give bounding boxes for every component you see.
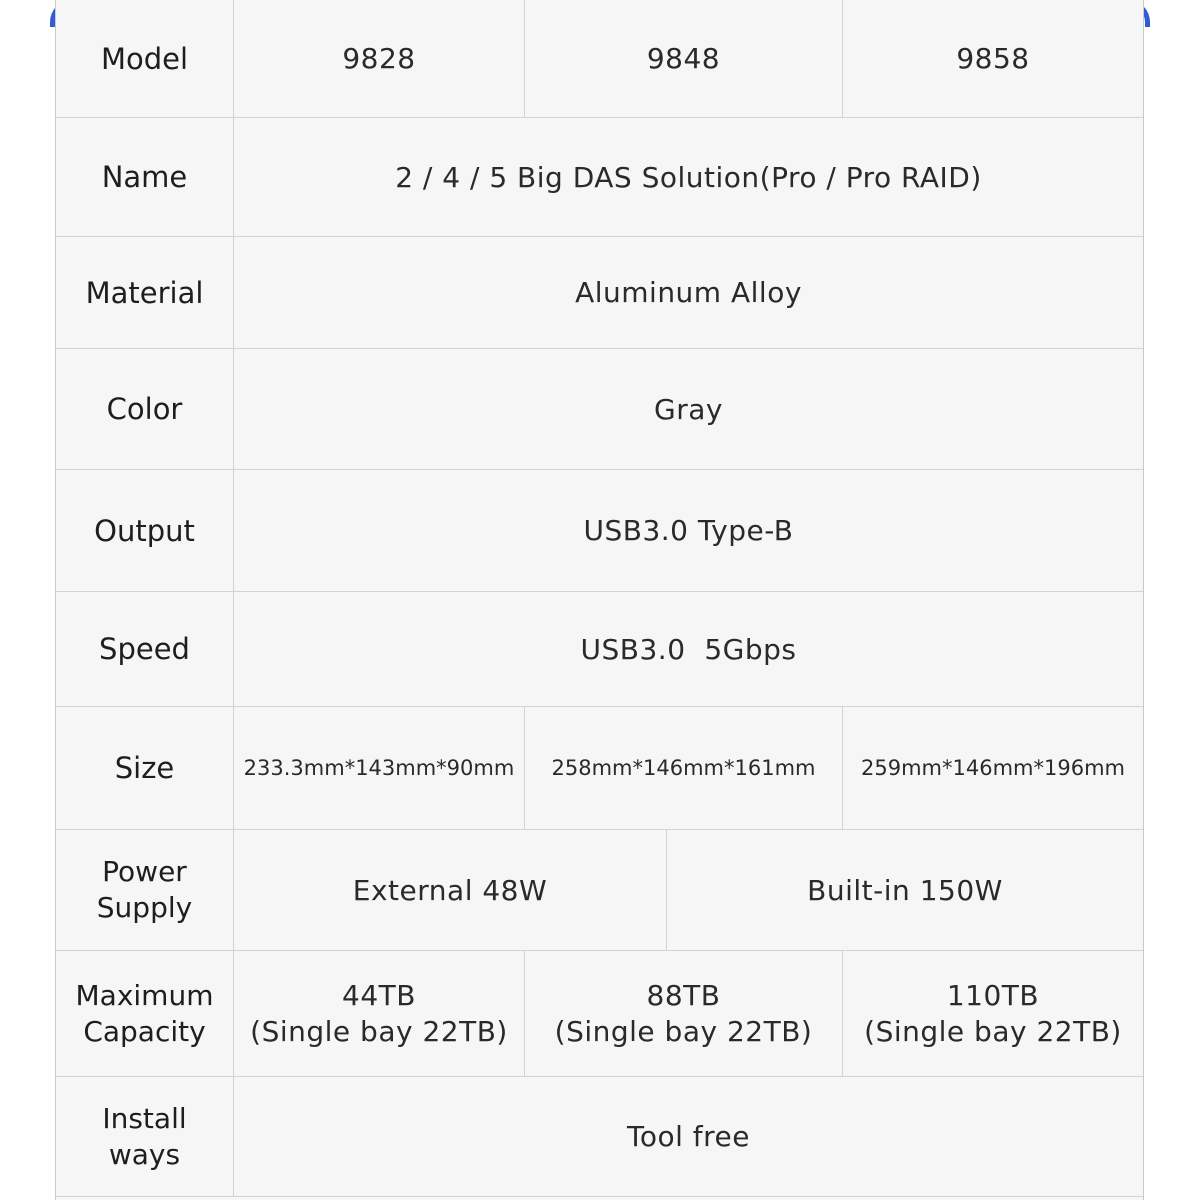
label-size: Size bbox=[114, 751, 175, 785]
capacity-total: 44TB bbox=[342, 978, 416, 1012]
power-external: External 48W bbox=[233, 830, 666, 950]
capacity-note: (Single bay 22TB) bbox=[554, 1014, 813, 1048]
row-size bbox=[56, 707, 1143, 830]
label-model: Model bbox=[100, 41, 189, 76]
row-power-supply bbox=[56, 830, 1143, 951]
label-capacity-line-1: Maximum bbox=[75, 978, 214, 1012]
size-9828: 233.3mm*143mm*90mm bbox=[233, 707, 524, 829]
name-value: 2 / 4 / 5 Big DAS Solution(Pro / Pro RAID) bbox=[233, 118, 1143, 236]
spec-table bbox=[55, 0, 1144, 1200]
label-maximum-capacity bbox=[56, 951, 233, 1076]
speed-value: USB3.0 5Gbps bbox=[233, 592, 1143, 706]
row-install-ways bbox=[56, 1077, 1143, 1197]
label-material: Material bbox=[85, 275, 204, 310]
label-install-ways bbox=[56, 1077, 233, 1196]
model-9858: 9858 bbox=[842, 0, 1143, 117]
row-model bbox=[56, 0, 1143, 118]
model-9828: 9828 bbox=[233, 0, 524, 117]
label-power-line-1: Power bbox=[102, 855, 187, 888]
label-power-supply bbox=[56, 830, 233, 950]
label-name: Name bbox=[101, 160, 188, 194]
label-power-line-2: Supply bbox=[96, 891, 193, 924]
model-9848: 9848 bbox=[524, 0, 842, 117]
color-value: Gray bbox=[233, 349, 1143, 469]
label-install-line-1: Install bbox=[102, 1101, 187, 1135]
install-value: Tool free bbox=[233, 1077, 1143, 1196]
capacity-9848 bbox=[524, 951, 842, 1076]
row-output bbox=[56, 470, 1143, 592]
output-value: USB3.0 Type-B bbox=[233, 470, 1143, 591]
capacity-note: (Single bay 22TB) bbox=[864, 1014, 1122, 1048]
capacity-note: (Single bay 22TB) bbox=[250, 1014, 508, 1048]
size-9858: 259mm*146mm*196mm bbox=[842, 707, 1143, 829]
label-color: Color bbox=[106, 392, 183, 426]
label-output: Output bbox=[94, 513, 195, 548]
label-capacity-line-2: Capacity bbox=[83, 1014, 206, 1048]
row-maximum-capacity bbox=[56, 951, 1143, 1077]
label-speed: Speed bbox=[99, 632, 190, 666]
row-color bbox=[56, 349, 1143, 470]
capacity-9858 bbox=[842, 951, 1143, 1076]
row-name bbox=[56, 118, 1143, 237]
capacity-total: 110TB bbox=[946, 978, 1040, 1012]
power-builtin: Built-in 150W bbox=[666, 830, 1143, 950]
material-value: Aluminum Alloy bbox=[233, 237, 1143, 348]
size-9848: 258mm*146mm*161mm bbox=[524, 707, 842, 829]
label-install-line-2: ways bbox=[108, 1137, 181, 1171]
capacity-9828 bbox=[233, 951, 524, 1076]
row-material bbox=[56, 237, 1143, 349]
row-speed bbox=[56, 592, 1143, 707]
capacity-total: 88TB bbox=[646, 978, 721, 1012]
